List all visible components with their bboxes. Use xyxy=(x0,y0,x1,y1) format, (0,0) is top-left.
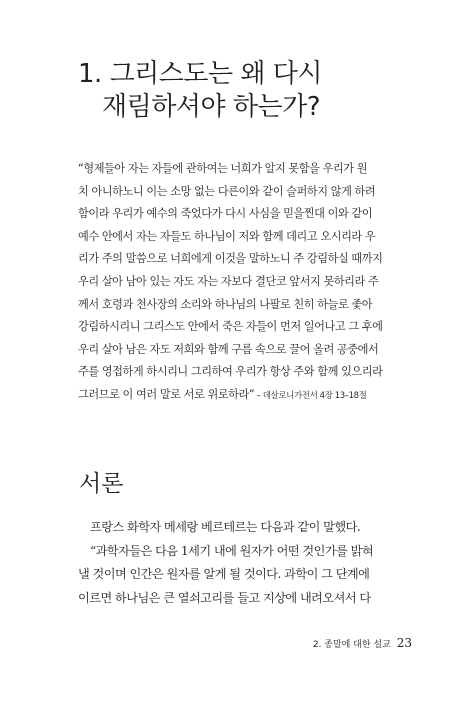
epigraph-line: 치 아니하노니 이는 소망 없는 다른이와 같이 슬퍼하지 않게 하려 xyxy=(78,184,376,198)
epigraph-line: 함이라 우리가 예수의 죽었다가 다시 사심을 믿을찐대 이와 같이 xyxy=(78,207,373,221)
epigraph-line: 주를 영접하게 하시리니 그리하여 우리가 항상 주와 함께 있으리라 xyxy=(78,365,383,379)
chapter-title xyxy=(78,58,322,124)
page-number: 23 xyxy=(396,636,412,650)
epigraph-line: 께서 호령과 천사장의 소리와 하나님의 나팔로 친히 하늘로 좇아 xyxy=(78,297,373,311)
body-line: 낼 것이며 인간은 원자를 알게 될 것이다. 과학이 그 단계에 xyxy=(78,567,370,582)
epigraph-line: 예수 안에서 자는 자들도 하나님이 저와 함께 데리고 오시리라 우 xyxy=(78,229,376,243)
running-footer xyxy=(313,636,412,652)
chapter-title-line-2: 재림하셔야 하는가? xyxy=(102,92,320,122)
epigraph-line: 강림하시리니 그리스도 안에서 죽은 자들이 먼저 일어나고 그 후에 xyxy=(78,320,383,334)
body-line: 프랑스 화학자 메세랑 베르테르는 다음과 같이 말했다. xyxy=(90,520,361,534)
scripture-citation: – 데살로니가전서 4장 13–18절 xyxy=(254,390,367,401)
epigraph-line: 우리 살아 남아 있는 자도 자는 자보다 결단코 앞서지 못하리라 주 xyxy=(78,274,379,288)
body-paragraph xyxy=(78,516,413,611)
epigraph-line: 우리 살아 남은 자도 저희와 함께 구름 속으로 끌어 올려 공중에서 xyxy=(78,342,379,356)
epigraph-line: 리가 주의 말씀으로 너희에게 이것을 말하노니 주 강림하실 때까지 xyxy=(78,252,383,266)
section-title: 서론 xyxy=(79,471,124,497)
chapter-title-line-1: 1. 그리스도는 왜 다시 xyxy=(78,59,323,89)
epigraph-closing-text: 그러므로 이 여러 말로 서로 위로하라” xyxy=(78,387,255,401)
body-line: “과학자들은 다음 1세기 내에 원자가 어떤 것인가를 밝혀 xyxy=(90,543,374,558)
epigraph-last-line xyxy=(78,384,408,408)
body-line: 이르면 하나님은 큰 열쇠고리를 들고 지상에 내려오셔서 다 xyxy=(78,591,371,606)
epigraph-line: “형제들아 자는 자들에 관하여는 너희가 알지 못함을 우리가 원 xyxy=(78,162,368,175)
running-head: 2. 종말에 대한 설교 xyxy=(312,640,391,650)
scripture-epigraph xyxy=(78,158,408,408)
